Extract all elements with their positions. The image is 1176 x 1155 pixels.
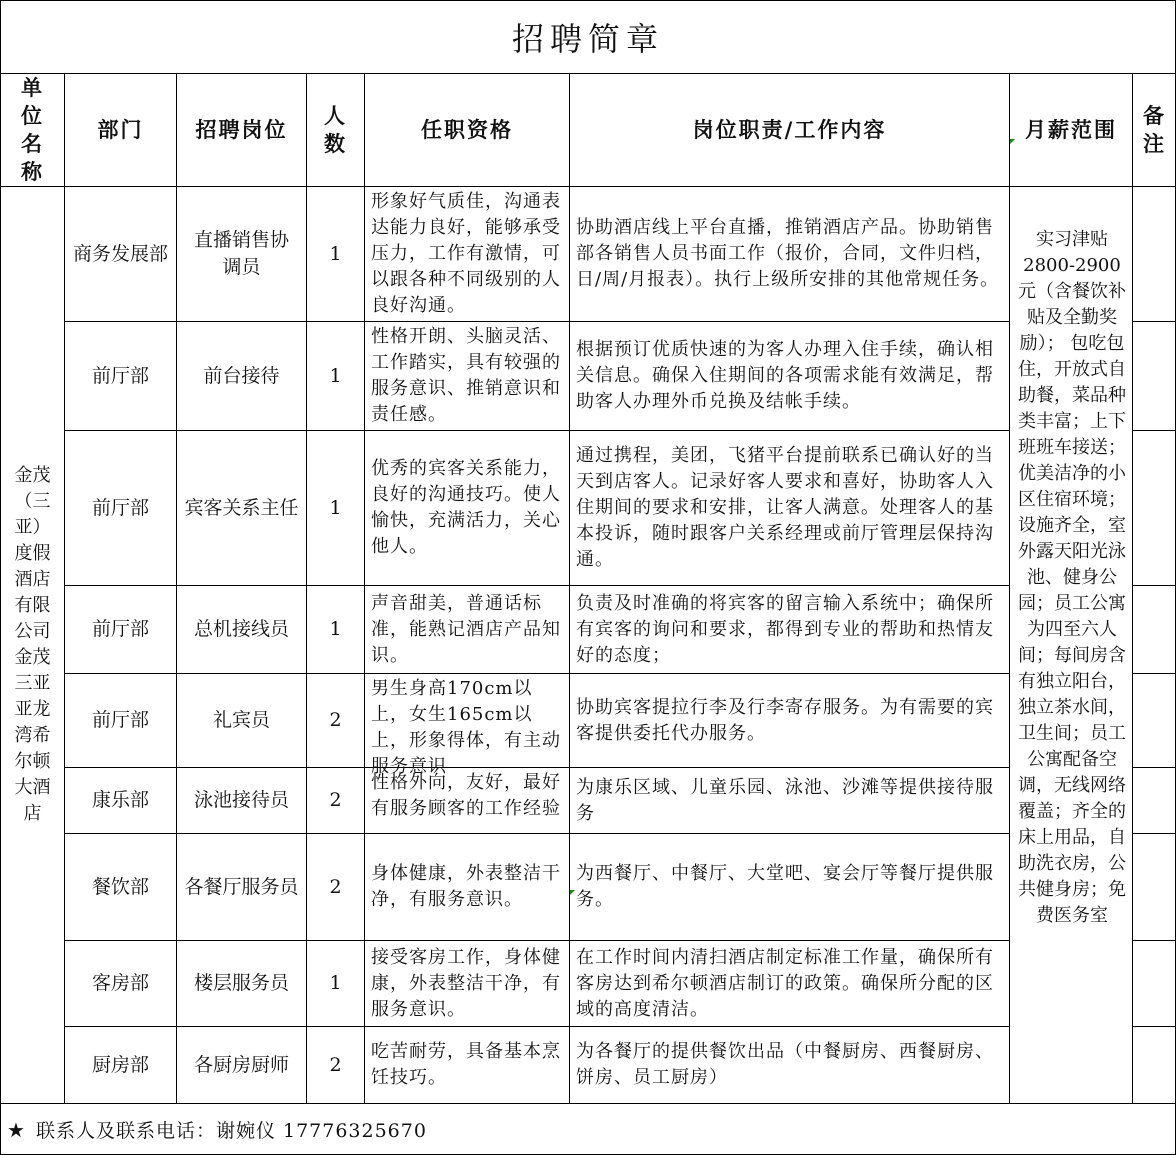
dept-cell: 前厅部 bbox=[65, 322, 177, 431]
qual-cell bbox=[365, 674, 570, 777]
note-cell bbox=[1133, 1027, 1176, 1104]
count-cell: 2 bbox=[307, 1027, 365, 1104]
note-cell bbox=[1133, 322, 1176, 431]
header-qual: 任职资格 bbox=[365, 74, 570, 187]
note-cell bbox=[1133, 674, 1176, 768]
header-duty: 岗位职责/工作内容 bbox=[570, 74, 1010, 187]
table-row bbox=[1, 941, 1176, 1027]
header-note: 备注 bbox=[1133, 74, 1176, 187]
star-icon: ★ bbox=[7, 1117, 26, 1142]
dept-cell: 客房部 bbox=[65, 941, 177, 1027]
position-cell: 礼宾员 bbox=[177, 674, 307, 768]
position-cell: 总机接线员 bbox=[177, 586, 307, 674]
position-cell: 前台接待 bbox=[177, 322, 307, 431]
count-cell: 1 bbox=[307, 586, 365, 674]
duty-cell: 协助酒店线上平台直播，推销酒店产品。协助销售部各销售人员书面工作（报价，合同，文件归档，日/周/月报表）。执行上级所安排的其他常规任务。 bbox=[570, 187, 1010, 322]
duty-cell: 通过携程，美团，飞猪平台提前联系已确认好的当天到店客人。记录好客人要求和喜好，协助客人入住期间的要求和安排，让客人满意。处理客人的基本投诉，随时跟客户关系经理或前厅管理层保持沟通。 bbox=[570, 431, 1010, 586]
note-cell bbox=[1133, 431, 1176, 586]
table-row bbox=[1, 586, 1176, 674]
note-cell bbox=[1133, 586, 1176, 674]
duty-cell: 为康乐区域、儿童乐园、泳池、沙滩等提供接待服务 bbox=[570, 768, 1010, 834]
count-cell: 2 bbox=[307, 768, 365, 834]
count-cell: 1 bbox=[307, 187, 365, 322]
qual-cell: 接受客房工作，身体健康，外表整洁干净，有服务意识。 bbox=[365, 941, 570, 1027]
duty-cell: 协助宾客提拉行李及行李寄存服务。为有需要的宾客提供委托代办服务。 bbox=[570, 674, 1010, 768]
header-salary: 月薪范围 bbox=[1010, 74, 1133, 187]
header-count: 人数 bbox=[307, 74, 365, 187]
contact-footer bbox=[1, 1104, 1176, 1155]
qual-cell: 形象好气质佳，沟通表达能力良好，能够承受压力，工作有激情，可以跟各种不同级别的人良好沟通。 bbox=[365, 187, 570, 322]
dept-cell: 前厅部 bbox=[65, 674, 177, 768]
duty-cell: 在工作时间内清扫酒店制定标准工作量，确保所有客房达到希尔顿酒店制订的政策。确保所分配的区域的高度清洁。 bbox=[570, 941, 1010, 1027]
position-cell: 楼层服务员 bbox=[177, 941, 307, 1027]
position-cell: 泳池接待员 bbox=[177, 768, 307, 834]
header-row bbox=[1, 74, 1176, 187]
dept-cell: 前厅部 bbox=[65, 586, 177, 674]
qual-text: 男生身高170cm以上，女生165cm以上，形象得体，有主动服务意识 bbox=[371, 678, 561, 777]
qual-cell: 性格开朗、头脑灵活、工作踏实，具有较强的服务意识、推销意识和责任感。 bbox=[365, 322, 570, 431]
header-dept: 部门 bbox=[65, 74, 177, 187]
table-row bbox=[1, 1027, 1176, 1104]
note-cell bbox=[1133, 187, 1176, 322]
note-cell bbox=[1133, 941, 1176, 1027]
dept-cell: 商务发展部 bbox=[65, 187, 177, 322]
qual-cell bbox=[365, 768, 570, 834]
comment-marker-icon bbox=[1010, 139, 1015, 144]
comment-marker-icon bbox=[570, 890, 575, 895]
dept-cell: 厨房部 bbox=[65, 1027, 177, 1104]
duty-cell: 根据预订优质快速的为客人办理入住手续，确认相关信息。确保入住期间的各项需求能有效满足，帮助客人办理外币兑换及结帐手续。 bbox=[570, 322, 1010, 431]
table-row bbox=[1, 431, 1176, 586]
position-cell: 直播销售协调员 bbox=[177, 187, 307, 322]
duty-cell: 负责及时准确的将宾客的留言输入系统中；确保所有宾客的询问和要求，都得到专业的帮助和热情友好的态度； bbox=[570, 586, 1010, 674]
salary-cell: 实习津贴2800-2900元（含餐饮补贴及全勤奖励）； 包吃包住，开放式自助餐，菜品种类丰富；上下班班车接送；优美洁净的小区住宿环境；设施齐全，室外露天阳光泳池、健身公园；员工公寓为四至六人间；每间房含有独立阳台，独立茶水间，卫生间；员工公寓配备空调，无线网络覆盖；齐全的床上用品，自助洗衣房，公共健身房；免费医务室 bbox=[1010, 187, 1133, 1104]
qual-cell: 吃苦耐劳，具备基本烹饪技巧。 bbox=[365, 1027, 570, 1104]
table-row bbox=[1, 322, 1176, 431]
qual-cell: 优秀的宾客关系能力，良好的沟通技巧。使人愉快，充满活力，关心他人。 bbox=[365, 431, 570, 586]
header-position: 招聘岗位 bbox=[177, 74, 307, 187]
dept-cell: 前厅部 bbox=[65, 431, 177, 586]
qual-text: 性格外向，友好，最好有服务顾客的工作经验 bbox=[371, 772, 561, 819]
table-row bbox=[1, 187, 1176, 322]
duty-cell: 为各餐厅的提供餐饮出品（中餐厨房、西餐厨房、饼房、员工厨房） bbox=[570, 1027, 1010, 1104]
count-cell: 1 bbox=[307, 941, 365, 1027]
table-row bbox=[1, 834, 1176, 941]
header-org: 单位名称 bbox=[1, 74, 65, 187]
table-row bbox=[1, 674, 1176, 768]
position-cell: 各餐厅服务员 bbox=[177, 834, 307, 941]
note-cell bbox=[1133, 834, 1176, 941]
table-row bbox=[1, 768, 1176, 834]
page-title: 招聘简章 bbox=[1, 1, 1176, 74]
company-name: 金茂（三亚）度假酒店有限公司金茂三亚亚龙湾希尔顿大酒店 bbox=[1, 187, 65, 1104]
duty-cell: 为西餐厅、中餐厅、大堂吧、宴会厅等餐厅提供服务。 bbox=[570, 834, 1010, 941]
dept-cell: 康乐部 bbox=[65, 768, 177, 834]
count-cell: 2 bbox=[307, 674, 365, 768]
count-cell: 1 bbox=[307, 322, 365, 431]
count-cell: 1 bbox=[307, 431, 365, 586]
position-cell: 宾客关系主任 bbox=[177, 431, 307, 586]
qual-cell: 身体健康，外表整洁干净，有服务意识。 bbox=[365, 834, 570, 941]
qual-cell: 声音甜美，普通话标准，能熟记酒店产品知识。 bbox=[365, 586, 570, 674]
note-cell bbox=[1133, 768, 1176, 834]
contact-text: 联系人及联系电话：谢婉仪 17776325670 bbox=[35, 1119, 427, 1142]
count-cell: 2 bbox=[307, 834, 365, 941]
dept-cell: 餐饮部 bbox=[65, 834, 177, 941]
title-row bbox=[1, 1, 1176, 74]
footer-row bbox=[1, 1104, 1176, 1155]
position-cell: 各厨房厨师 bbox=[177, 1027, 307, 1104]
